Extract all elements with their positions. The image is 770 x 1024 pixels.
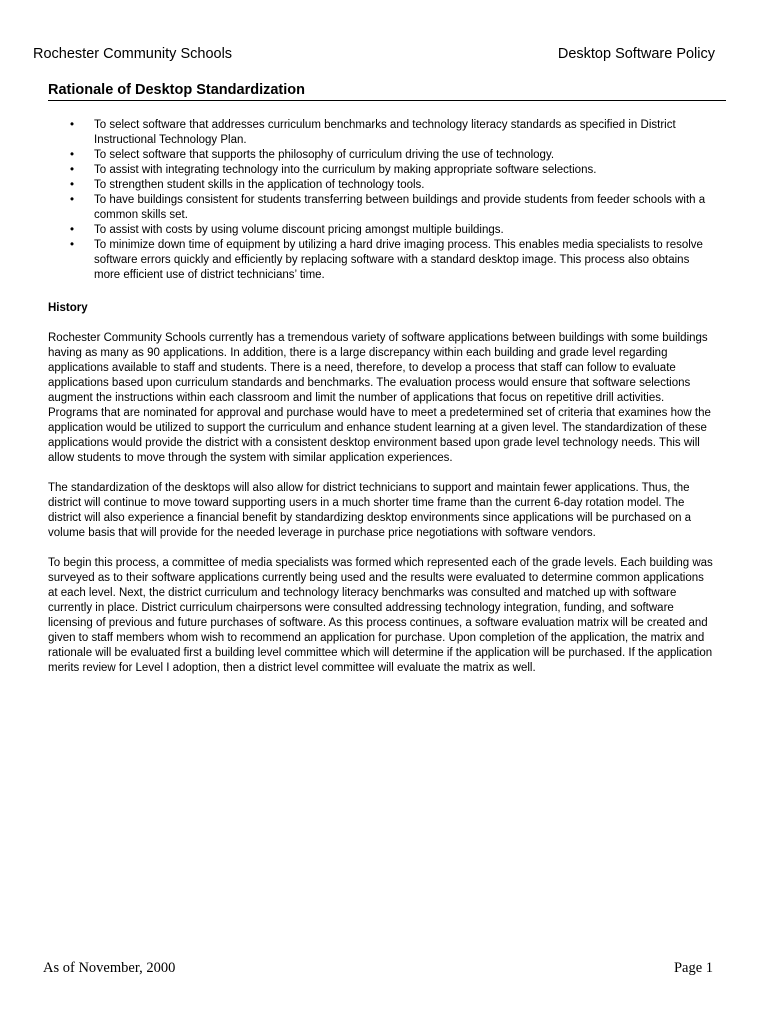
rationale-list bbox=[48, 118, 716, 283]
history-paragraph: To begin this process, a committee of media specialists was formed which represented each of the grade levels. Each building was surveyed as to their software applications currently being used and the results were evaluated to determine common applications at each level. Next, the district curriculum and technology literacy benchmarks was consulted and matched up with software currently in place. District curriculum chairpersons were consulted addressing technology integration, funding, and software licensing of previous and future purchases of software. As this process continues, a software evaluation matrix will be created and given to staff members whom wish to recommend an application for purchase. Upon completion of the application, the matrix and rationale will be evaluated first a building level committee which will determine if the application will be purchased. If the application merits review for Level I adoption, then a district level committee will evaluate the matrix as well. bbox=[48, 557, 713, 674]
history-paragraph: Rochester Community Schools currently has a tremendous variety of software applications between buildings with some buildings having as many as 90 applications. In addition, there is a large discrepancy within each building and grade level regarding applications available to staff and students. There is a need, therefore, to develop a process that staff can follow to evaluate applications based upon curriculum standards and benchmarks. The evaluation process would ensure that software selections augment the instructions within each classroom and limit the number of applications that focus on repetitive drill activities. Programs that are nominated for approval and purchase would have to meet a predetermined set of criteria that examines how the application would be utilized to support the curriculum and enhance student learning at a given level. The standardization of these applications would provide the district with a consistent desktop environment based upon grade level technology needs. This will allow students to move through the system with similar application experiences. bbox=[48, 332, 711, 464]
history-paragraph: The standardization of the desktops will also allow for district technicians to support and maintain fewer applications. Thus, the district will continue to move toward supporting users in a much shorter time frame than the current 6-day rotation model. The district will also experience a financial benefit by standardizing desktop environments since applications will be purchased on a volume basis that will provide for the needed leverage in purchase price negotiations with software vendors. bbox=[48, 482, 692, 539]
list-item-text: To minimize down time of equipment by utilizing a hard drive imaging process. This enables media specialists to resolve software errors quickly and efficiently by replacing software with a standard desktop image. This process also obtains more efficient use of district technicians’ time. bbox=[94, 239, 703, 281]
bullet-icon: • bbox=[70, 149, 75, 161]
bullet-icon: • bbox=[70, 179, 75, 191]
list-item bbox=[48, 118, 716, 148]
list-item-text: To assist with costs by using volume discount pricing amongst multiple buildings. bbox=[94, 224, 504, 236]
bullet-icon: • bbox=[70, 239, 75, 251]
list-item bbox=[48, 223, 716, 238]
list-item bbox=[48, 238, 716, 283]
section-title: Rationale of Desktop Standardization bbox=[48, 82, 726, 101]
list-item bbox=[48, 178, 716, 193]
list-item-text: To strengthen student skills in the application of technology tools. bbox=[94, 179, 425, 191]
bullet-icon: • bbox=[70, 194, 75, 206]
footer-date: As of November, 2000 bbox=[43, 960, 176, 976]
footer-page-number: Page 1 bbox=[673, 960, 713, 976]
list-item-text: To have buildings consistent for students transferring between buildings and provide students from feeder schools with a common skills set. bbox=[94, 194, 706, 221]
header-document-title: Desktop Software Policy bbox=[557, 46, 715, 62]
page-footer bbox=[43, 960, 713, 980]
list-item-text: To select software that supports the philosophy of curriculum driving the use of technology. bbox=[94, 149, 555, 161]
list-item bbox=[48, 148, 716, 163]
list-item bbox=[48, 163, 716, 178]
list-item bbox=[48, 193, 716, 223]
bullet-icon: • bbox=[70, 119, 75, 131]
list-item-text: To select software that addresses curriculum benchmarks and technology literacy standards as specified in District Instructional Technology Plan. bbox=[94, 119, 676, 146]
history-body bbox=[48, 331, 714, 691]
bullet-icon: • bbox=[70, 224, 75, 236]
history-heading: History bbox=[48, 302, 88, 314]
page-header bbox=[33, 46, 715, 68]
header-organization: Rochester Community Schools bbox=[33, 46, 233, 62]
list-item-text: To assist with integrating technology into the curriculum by making appropriate software selections. bbox=[94, 164, 597, 176]
bullet-icon: • bbox=[70, 164, 75, 176]
